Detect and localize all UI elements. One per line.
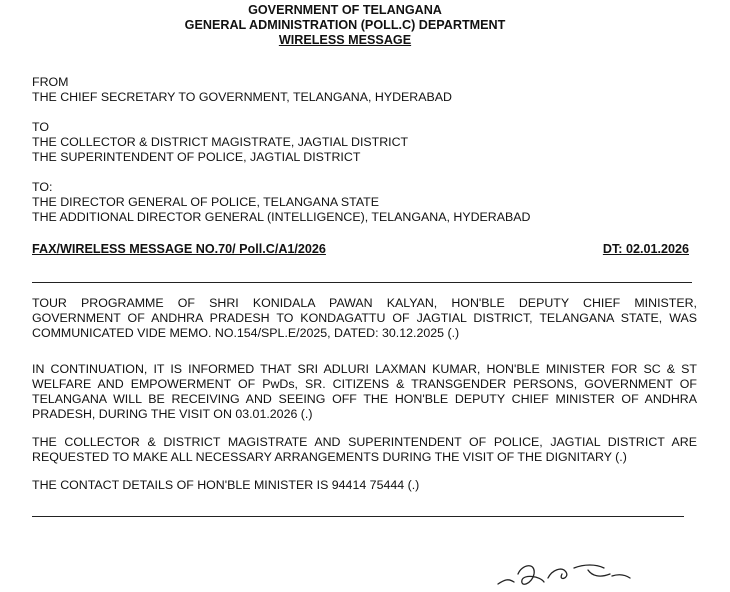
paragraph-continuation — [32, 362, 697, 422]
signature-scribble — [492, 552, 642, 592]
to-label: TO — [32, 120, 49, 134]
from-sender: THE CHIEF SECRETARY TO GOVERNMENT, TELANGANA, HYDERABAD — [32, 90, 452, 104]
to-recipient-collector: THE COLLECTOR & DISTRICT MAGISTRATE, JAGTIAL DISTRICT — [32, 135, 409, 149]
top-divider — [32, 282, 692, 283]
paragraph-arrangements — [32, 435, 697, 465]
paragraph-tour-programme — [32, 296, 697, 341]
paragraph-line: GOVERNMENT OF ANDHRA PRADESH TO KONDAGATTU OF JAGTIAL DISTRICT, TELANGANA STATE, WAS — [32, 311, 697, 325]
paragraph-line: COMMUNICATED VIDE MEMO. NO.154/SPL.E/2025, DATED: 30.12.2025 (.) — [32, 326, 460, 340]
paragraph-line: THE CONTACT DETAILS OF HON'BLE MINISTER IS 94414 75444 (.) — [32, 478, 420, 492]
from-section — [32, 75, 692, 105]
paragraph-line: TOUR PROGRAMME OF SHRI KONIDALA PAWAN KALYAN, HON'BLE DEPUTY CHIEF MINISTER, — [32, 296, 697, 310]
copy-to-section — [32, 180, 692, 225]
paragraph-line: TELANGANA WILL BE RECEIVING AND SEEING OFF THE HON'BLE DEPUTY CHIEF MINISTER OF ANDHRA — [32, 392, 697, 406]
message-date: DT: 02.01.2026 — [602, 242, 689, 256]
copy-to-dgp: THE DIRECTOR GENERAL OF POLICE, TELANGANA STATE — [32, 195, 380, 209]
header-government: GOVERNMENT OF TELANGANA — [248, 3, 442, 17]
bottom-divider — [32, 516, 684, 517]
paragraph-line: WELFARE AND EMPOWERMENT OF PwDs, SR. CITIZENS & TRANSGENDER PERSONS, GOVERNMENT OF — [32, 377, 697, 391]
paragraph-contact — [32, 478, 697, 493]
reference-row — [32, 242, 689, 257]
copy-to-label: TO: — [32, 180, 53, 194]
header-department: GENERAL ADMINISTRATION (POLL.C) DEPARTMENT — [184, 18, 506, 32]
document-header — [0, 3, 690, 48]
copy-to-adg: THE ADDITIONAL DIRECTOR GENERAL (INTELLIGENCE), TELANGANA, HYDERABAD — [32, 210, 531, 224]
paragraph-line: IN CONTINUATION, IT IS INFORMED THAT SRI ADLURI LAXMAN KUMAR, HON'BLE MINISTER FOR SC & ST — [32, 362, 697, 376]
paragraph-line: REQUESTED TO MAKE ALL NECESSARY ARRANGEMENTS DURING THE VISIT OF THE DIGNITARY (.) — [32, 450, 627, 464]
to-recipient-sp: THE SUPERINTENDENT OF POLICE, JAGTIAL DISTRICT — [32, 150, 361, 164]
header-message-type: WIRELESS MESSAGE — [278, 33, 412, 47]
message-number: FAX/WIRELESS MESSAGE NO.70/ Poll.C/A1/2026 — [32, 242, 326, 256]
paragraph-line: PRADESH, DURING THE VISIT ON 03.01.2026 (.) — [32, 407, 313, 421]
from-label: FROM — [32, 75, 69, 89]
to-section — [32, 120, 692, 165]
paragraph-line: THE COLLECTOR & DISTRICT MAGISTRATE AND SUPERINTENDENT OF POLICE, JAGTIAL DISTRICT ARE — [32, 435, 697, 449]
